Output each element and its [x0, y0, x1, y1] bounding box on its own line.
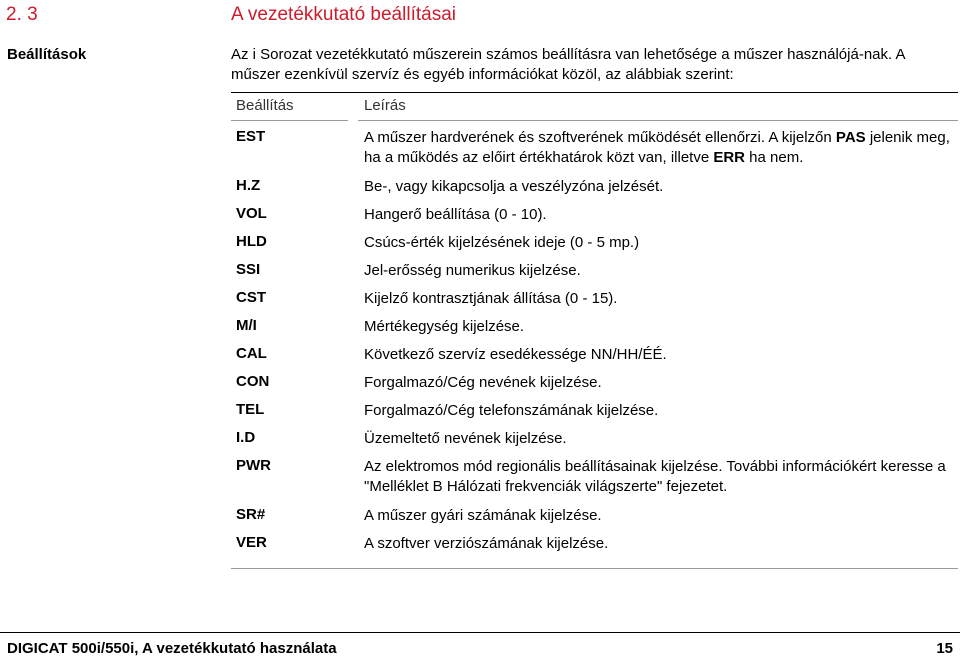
description-text: Forgalmazó/Cég nevének kijelzése.: [364, 374, 602, 391]
description-text: Jel-erősség numerikus kijelzése.: [364, 262, 581, 279]
description-text: A műszer hardverének és szoftverének működését ellenőrzi. A kijelzőn: [364, 129, 836, 146]
intro-paragraph: Az i Sorozat vezetékkutató műszerein számos beállításra van lehetősége a műszer használójá-nak. A műszer ezenkívül szervíz és egyéb információkat közöl, az alábbiak szerint:: [231, 46, 905, 83]
description-text: Következő szervíz esedékessége NN/HH/ÉÉ.: [364, 346, 667, 363]
setting-description: [364, 128, 958, 168]
setting-code: I.D: [236, 429, 256, 446]
setting-description: [364, 401, 958, 421]
section-number: 2. 3: [6, 4, 38, 25]
setting-code: M/I: [236, 317, 257, 334]
description-text: Az elektromos mód regionális beállításainak kijelzése. További információkért keresse a "Melléklet B Hálózati frekvenciák világszerte" fejezetet.: [364, 458, 946, 495]
setting-code: VER: [236, 534, 267, 551]
setting-description: [364, 233, 958, 253]
description-text: A szoftver verziószámának kijelzése.: [364, 535, 609, 552]
description-text: jelenik meg, ha a működés az előirt értékhatárok közt van, illetve: [364, 129, 950, 166]
description-text: Mértékegység kijelzése.: [364, 318, 525, 335]
display-value: ERR: [713, 149, 746, 166]
footer-title: DIGICAT 500i/550i, A vezetékkutató használata: [7, 640, 337, 657]
setting-code: H.Z: [236, 177, 261, 194]
setting-description: [364, 289, 958, 309]
section-title: A vezetékkutató beállításai: [231, 4, 456, 25]
table-header-description: Leírás: [364, 97, 406, 114]
setting-description: [364, 205, 958, 225]
setting-description: [364, 506, 958, 526]
description-text: Be-, vagy kikapcsolja a veszélyzóna jelzését.: [364, 178, 664, 195]
footer-rule: [0, 632, 960, 633]
description-text: Csúcs-érték kijelzésének ideje (0 - 5 mp.): [364, 234, 640, 251]
setting-description: [364, 373, 958, 393]
table-header-rule-right: [358, 120, 958, 121]
description-text: Kijelző kontrasztjának állítása (0 - 15).: [364, 290, 618, 307]
table-header-setting: Beállítás: [236, 97, 294, 114]
setting-code: CON: [236, 373, 270, 390]
description-text: Üzemeltető nevének kijelzése.: [364, 430, 567, 447]
setting-code: TEL: [236, 401, 265, 418]
setting-description: [364, 534, 958, 554]
description-text: A műszer gyári számának kijelzése.: [364, 507, 602, 524]
setting-description: [364, 317, 958, 337]
display-value: PAS: [835, 129, 866, 146]
setting-description: [364, 345, 958, 365]
setting-description: [364, 429, 958, 449]
setting-code: EST: [236, 128, 266, 145]
setting-code: SR#: [236, 506, 266, 523]
setting-code: HLD: [236, 233, 267, 250]
setting-code: CST: [236, 289, 266, 306]
setting-description: [364, 457, 958, 497]
description-text: Forgalmazó/Cég telefonszámának kijelzése.: [364, 402, 659, 419]
side-heading: Beállítások: [7, 46, 87, 63]
setting-code: CAL: [236, 345, 267, 362]
description-text: ha nem.: [745, 149, 804, 166]
table-header-rule-left: [231, 120, 348, 121]
setting-code: VOL: [236, 205, 267, 222]
table-bottom-rule: [231, 568, 958, 569]
page-number: 15: [936, 640, 953, 657]
setting-code: PWR: [236, 457, 271, 474]
setting-description: [364, 261, 958, 281]
description-text: Hangerő beállítása (0 - 10).: [364, 206, 547, 223]
table-top-rule: [231, 92, 958, 93]
setting-description: [364, 177, 958, 197]
setting-code: SSI: [236, 261, 261, 278]
